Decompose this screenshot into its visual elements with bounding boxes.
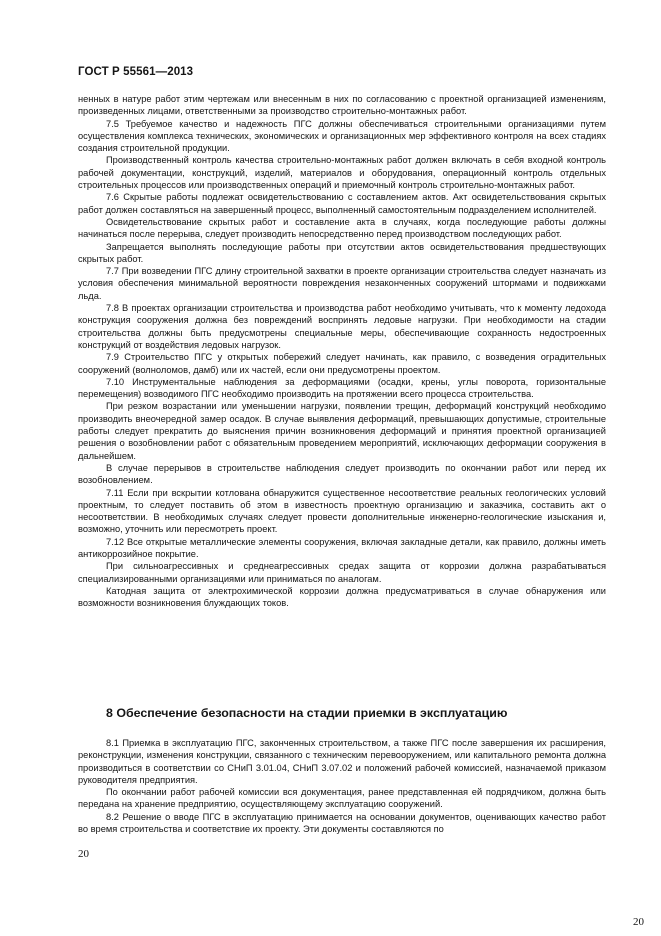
paragraph: 8.2 Решение о вводе ПГС в эксплуатацию принимается на основании документов, оценивающих качество работ во время строительства и соответствие их проекту. Эти документы составляются по <box>78 811 606 835</box>
section-body <box>78 737 606 835</box>
body-text <box>78 93 606 609</box>
page-number: 20 <box>78 848 89 860</box>
paragraph: ненных в натуре работ этим чертежам или внесенным в них по согласованию с проектной организацией изменениям, произведенных лицами, ответственными за производство строительно-монтажных работ. <box>78 94 606 117</box>
paragraph: 8.1 Приемка в эксплуатацию ПГС, законченных строительством, а также ПГС после завершения их расширения, реконструкции, изменения конструкции, связанного с техническим перевооружением, или капитального ремонта должна производиться в соответствии со СНиП 3.01.04, СНиП 3.07.02 и положений рабочей комиссией, назначаемой приказом руководителя предприятия. <box>78 738 606 785</box>
paragraph: При резком возрастании или уменьшении нагрузки, появлении трещин, деформаций конструкций необходимо производить внеочередной замер осадок. В случае выявления деформаций, превышающих допустимые, строительные работы следует прекратить до выяснения причин возникновения деформаций и принятия проектной организацией решения о возобновлении работ с обязательным проведением мероприятий, исключающих деформации сооружения в дальнейшем. <box>78 401 606 461</box>
paragraph: 7.5 Требуемое качество и надежность ПГС должны обеспечиваться строительными организациями путем осуществления комплекса технических, экономических и организационных мер эффективного контроля на всех стадиях создания строительной продукции. <box>78 118 606 154</box>
paragraph: 7.11 Если при вскрытии котлована обнаружится существенное несоответствие реальных геологических условий проектным, то следует поставить об этом в известность проектную организацию и заказчика, составить акт о несоответствии. В необходимых случаях следует провести дополнительные инженерно-геологические изыскания и, возможно, уточнить или пересмотреть проект. <box>78 487 606 535</box>
paragraph: В случае перерывов в строительстве наблюдения следует производить по окончании работ или перед их возобновлением. <box>78 462 606 486</box>
standard-header: ГОСТ Р 55561—2013 <box>78 66 194 78</box>
paragraph: При сильноагрессивных и среднеагрессивных средах защита от коррозии должна разрабатываться специализированными организациями или приниматься по аналогам. <box>78 561 606 584</box>
paragraph: 7.8 В проектах организации строительства и производства работ необходимо учитывать, что к моменту ледохода конструкция сооружения должна без повреждений воспринять ледовые нагрузки. При необходимости на стадии строительства должны быть предусмотрены специальные меры, обеспечивающие сохранность недостроенных конструкций от воздействия ледовых нагрузок. <box>78 303 606 350</box>
corner-page-number: 20 <box>633 916 644 928</box>
paragraph: 7.9 Строительство ПГС у открытых побережий следует начинать, как правило, с возведения оградительных сооружений (волноломов, дамб) или их частей, если они предусмотрены проектом. <box>78 352 606 375</box>
paragraph: Производственный контроль качества строительно-монтажных работ должен включать в себя входной контроль рабочей документации, конструкций, изделий, материалов и оборудования, операционный контроль отдельных строительных процессов или производственных операций и приемочный контроль строительно-монтажных работ. <box>78 155 606 191</box>
paragraph: 7.6 Скрытые работы подлежат освидетельствованию с составлением актов. Акт освидетельствования скрытых работ должен составляться на завершенный процесс, выполненный самостоятельным подразделением исполнителей. <box>78 192 606 215</box>
paragraph: 7.7 При возведении ПГС длину строительной захватки в проекте организации строительства следует назначать из условия обеспечения минимальной вероятности повреждения незаконченных сооружений штормами и подвижками льда. <box>78 266 606 301</box>
paragraph: 7.12 Все открытые металлические элементы сооружения, включая закладные детали, как правило, должны иметь антикоррозийное покрытие. <box>78 536 606 559</box>
paragraph: По окончании работ рабочей комиссии вся документация, ранее представленная ей подрядчиком, должна быть передана на хранение предприятию, осуществляющему эксплуатацию сооружений. <box>78 787 606 810</box>
paragraph: 7.10 Инструментальные наблюдения за деформациями (осадки, крены, углы поворота, горизонтальные перемещения) возводимого ПГС необходимо производить на протяжении всего процесса строительства. <box>78 376 606 400</box>
section-heading: 8 Обеспечение безопасности на стадии приемки в эксплуатацию <box>106 706 508 720</box>
paragraph: Запрещается выполнять последующие работы при отсутствии актов освидетельствования предшествующих скрытых работ. <box>78 241 606 264</box>
paragraph: Катодная защита от электрохимической коррозии должна предусматриваться в случае обнаружения или возможности возникновения блуждающих токов. <box>78 585 606 609</box>
paragraph: Освидетельствование скрытых работ и составление акта в случаях, когда последующие работы должны начинаться после перерыва, следует производить непосредственно перед производством последующих работ. <box>78 216 606 240</box>
